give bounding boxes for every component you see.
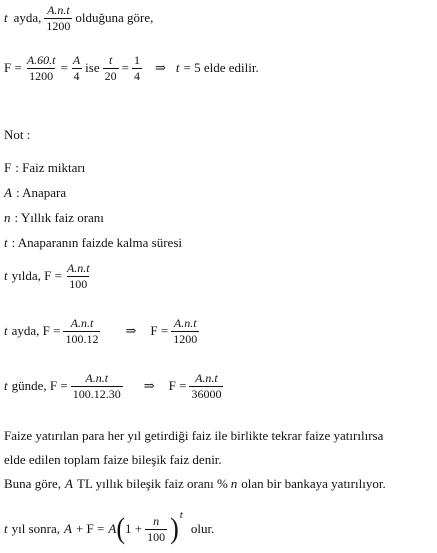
def-text: : Anaparanın faizde kalma süresi bbox=[11, 235, 183, 250]
text-olur: olur. bbox=[190, 521, 215, 537]
text-plus-F-eq: + F = bbox=[75, 521, 105, 537]
def-symbol: t bbox=[4, 235, 8, 250]
def-symbol: A bbox=[4, 185, 12, 200]
denominator: 100 bbox=[69, 276, 88, 291]
text-ayda: ayda, bbox=[13, 10, 42, 26]
var-A: A bbox=[108, 521, 117, 537]
def-item bbox=[4, 235, 182, 251]
numerator: A.n.t bbox=[70, 316, 94, 330]
text-yilda: yılda, F = bbox=[11, 268, 62, 284]
def-item bbox=[4, 210, 104, 226]
implies-arrow-icon: ⇒ bbox=[143, 378, 155, 394]
denominator: 1200 bbox=[29, 68, 54, 83]
numerator: A.n.t bbox=[195, 371, 218, 385]
denominator: 1200 bbox=[173, 331, 198, 346]
fraction-ay bbox=[63, 317, 100, 345]
denominator: 100.12.30 bbox=[72, 386, 121, 401]
denominator: 100.12 bbox=[65, 331, 99, 346]
numerator: t bbox=[108, 53, 113, 67]
fraction-gun-result bbox=[189, 372, 223, 400]
denominator: 4 bbox=[73, 68, 80, 83]
def-item bbox=[4, 160, 85, 176]
implies-arrow-icon: ⇒ bbox=[125, 323, 137, 339]
numerator: A.60.t bbox=[26, 53, 56, 67]
fraction-faiz-ay bbox=[44, 4, 72, 32]
def-text: : Anapara bbox=[15, 185, 67, 200]
text-one-plus: 1 + bbox=[125, 521, 143, 537]
line-intro bbox=[4, 4, 153, 32]
paragraph-text: Faize yatırılan para her yıl getirdiği faiz ile birlikte tekrar faize yatırılırsa bbox=[4, 428, 384, 443]
denominator: 100 bbox=[147, 529, 166, 544]
var-t: t bbox=[4, 323, 8, 339]
text-ise: ise bbox=[85, 60, 100, 76]
numerator: A.n.t bbox=[47, 3, 70, 17]
var-A: A bbox=[65, 476, 73, 491]
var-t: t bbox=[4, 10, 8, 26]
numerator: A bbox=[72, 53, 81, 67]
numerator: A.n.t bbox=[85, 371, 109, 385]
text-F-eq: F = bbox=[150, 323, 169, 339]
denominator: 36000 bbox=[191, 386, 222, 401]
denominator: 1200 bbox=[46, 18, 71, 33]
denominator: 4 bbox=[133, 68, 140, 83]
text-olduguna-gore: olduğuna göre, bbox=[75, 10, 154, 26]
formula-yil bbox=[4, 262, 95, 290]
fraction-t-over-20 bbox=[103, 54, 119, 82]
var-t: t bbox=[175, 60, 180, 76]
line-solution bbox=[4, 54, 259, 82]
text-result: = 5 elde edilir. bbox=[183, 60, 259, 76]
paragraph-text: olan bir bankaya yatırılıyor. bbox=[241, 476, 386, 491]
paragraph-text: elde edilen toplam faize bileşik faiz denir. bbox=[4, 452, 222, 467]
note-heading bbox=[4, 127, 30, 143]
text-gunde: günde, F = bbox=[11, 378, 68, 394]
fraction-n-over-100 bbox=[145, 515, 167, 543]
var-A: A bbox=[64, 521, 72, 537]
fraction-1-over-4 bbox=[132, 54, 142, 82]
formula-ay bbox=[4, 317, 202, 345]
fraction-ay-result bbox=[171, 317, 199, 345]
denominator: 20 bbox=[104, 68, 117, 83]
var-n: n bbox=[230, 476, 238, 491]
fraction-a60t bbox=[25, 54, 58, 82]
paragraph-line bbox=[4, 452, 222, 468]
def-symbol: n bbox=[4, 210, 11, 225]
right-paren: ) bbox=[170, 511, 179, 546]
implies-arrow-icon: ⇒ bbox=[154, 60, 166, 76]
fraction-yil bbox=[65, 262, 92, 290]
text-F-eq: F = bbox=[4, 60, 22, 76]
def-item bbox=[4, 185, 66, 201]
var-t: t bbox=[4, 268, 8, 284]
def-text: : Yıllık faiz oranı bbox=[14, 210, 104, 225]
paragraph-text: Buna göre, bbox=[4, 476, 62, 491]
numerator: A.n.t bbox=[173, 316, 197, 330]
equals-sign: = bbox=[121, 60, 129, 76]
var-t: t bbox=[4, 378, 8, 394]
equals-sign: = bbox=[60, 60, 68, 76]
text-ayda: ayda, F = bbox=[11, 323, 61, 339]
var-t: t bbox=[4, 521, 8, 537]
paragraph-line bbox=[4, 476, 386, 492]
def-text: : Faiz miktarı bbox=[15, 160, 86, 175]
numerator: n bbox=[153, 514, 160, 528]
text-yil-sonra: yıl sonra, bbox=[11, 521, 61, 537]
numerator: A.n.t bbox=[66, 261, 90, 275]
left-paren: ( bbox=[116, 511, 125, 546]
paragraph-line bbox=[4, 428, 383, 444]
fraction-a-over-4 bbox=[71, 54, 82, 82]
exponent-t: t bbox=[179, 509, 183, 522]
fraction-gun bbox=[71, 372, 123, 400]
note-label: Not : bbox=[4, 127, 31, 142]
paragraph-text: TL yıllık bileşik faiz oranı % bbox=[77, 476, 228, 491]
formula-compound bbox=[4, 509, 215, 546]
text-F-eq: F = bbox=[168, 378, 187, 394]
def-symbol: F bbox=[4, 160, 12, 175]
numerator: 1 bbox=[133, 53, 140, 67]
formula-gun bbox=[4, 372, 226, 400]
